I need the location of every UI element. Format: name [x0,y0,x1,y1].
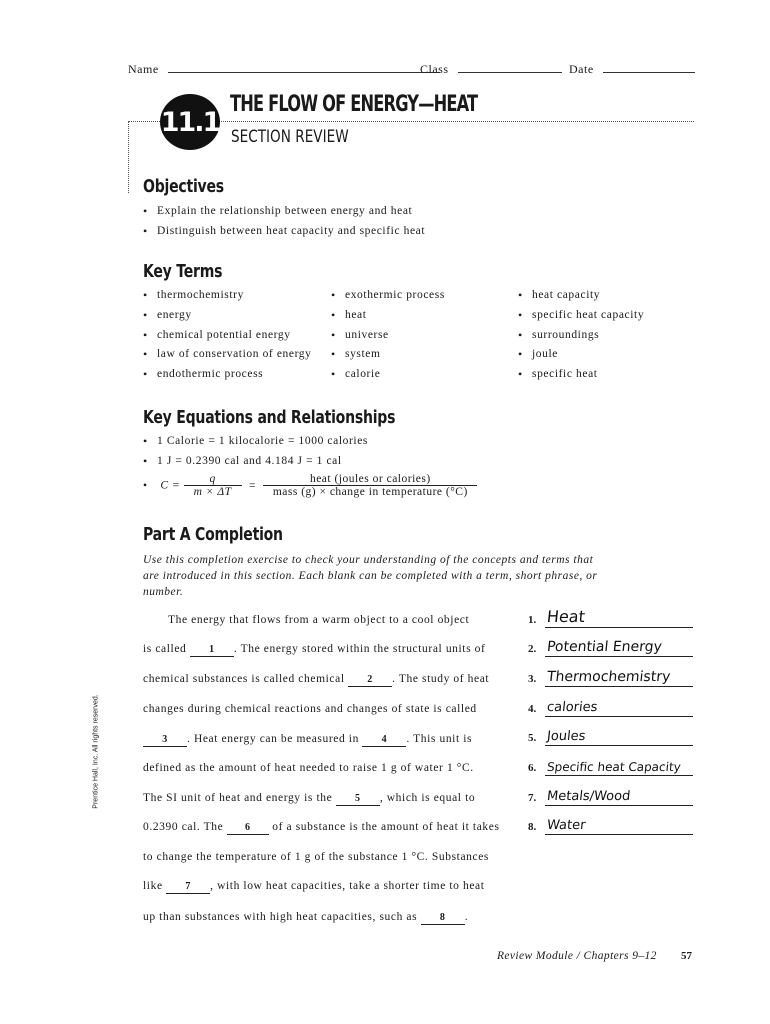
list-item: • Explain the relationship between energy and heat [143,205,425,225]
answer-line [545,716,693,717]
answer-text[interactable]: calories [546,700,599,715]
fraction-numerator: q [184,473,242,486]
title-side-rule [128,121,129,193]
part-a-heading: Part A Completion [143,524,283,545]
answer-text[interactable]: Water [546,818,587,833]
equations-heading: Key Equations and Relationships [143,407,396,428]
list-item: • thermochemistry [143,289,312,309]
paragraph-line: changes during chemical reactions and changes of state is called [143,703,477,715]
class-line [458,60,562,73]
text-segment: like [143,880,163,892]
answer-line [545,834,693,835]
fraction-denominator: mass (g) × change in temperature (°C) [272,486,468,498]
objectives-heading: Objectives [143,176,224,197]
fraction-q-over-mdt [184,473,242,498]
answer-number: 8. [528,821,537,833]
list-item: • heat [331,309,445,329]
list-item: • Distinguish between heat capacity and specific heat [143,225,425,245]
answer-line [545,656,693,657]
answer-row[interactable] [528,756,693,776]
date-label: Date [569,62,594,76]
section-title: THE FLOW OF ENERGY—HEAT [230,92,478,117]
text-segment: is called [143,643,187,655]
key-terms-col2 [331,289,445,388]
answer-line [545,627,693,628]
list-item: • joule [518,348,644,368]
fraction-denominator: m × ΔT [193,486,232,498]
list-item: • endothermic process [143,368,312,388]
text-segment: The SI unit of heat and energy is the [143,792,333,804]
paragraph-line: The energy that flows from a warm object to a cool object [168,614,470,626]
answer-row[interactable] [528,608,693,628]
answer-number: 1. [528,614,537,626]
text-segment: 0.2390 cal. The [143,821,224,833]
paragraph-line [143,733,472,747]
answer-line [545,805,693,806]
key-terms-col1 [143,289,312,388]
answer-line [545,775,693,776]
answer-number: 5. [528,732,537,744]
text-segment: up than substances with high heat capacities, such as [143,911,418,923]
blank-4: 4 [362,734,406,747]
key-terms-heading: Key Terms [143,261,223,282]
list-item: • calorie [331,368,445,388]
paragraph-line [143,643,485,657]
class-label: Class [420,62,449,76]
blank-1: 1 [190,644,234,657]
list-item: • specific heat [518,368,644,388]
list-item: • law of conservation of energy [143,348,312,368]
part-a-instructions: Use this completion exercise to check your understanding of the concepts and terms that are introduced in this section. Each blank can be completed with a term, short phrase, or number. [143,554,598,598]
list-item: • surroundings [518,329,644,349]
answer-text[interactable]: Joules [546,729,587,744]
text-segment: . Heat energy can be measured in [187,733,359,745]
paragraph-line [143,673,489,687]
specific-heat-equation: • C = $\frac{q}{m \times \Delta T}$ = $\frac{\text{heat (joules or calories)}}{\text{mass (g) × change in temperature (°C)}}$ [143,473,477,498]
paragraph-line [143,880,485,894]
date-line [603,60,695,73]
paragraph-line [143,911,468,925]
fraction-heat-over-mass [263,473,477,498]
list-item: • 1 J = 0.2390 cal and 4.184 J = 1 cal [143,455,368,475]
page-number: 57 [681,950,692,962]
answer-row[interactable] [528,697,693,717]
answer-number: 4. [528,703,537,715]
answer-line [545,686,693,687]
paragraph-line: to change the temperature of 1 g of the substance 1 °C. Substances [143,851,489,863]
answer-number: 6. [528,762,537,774]
list-item: • chemical potential energy [143,329,312,349]
paragraph-line [143,792,475,806]
list-item: • 1 Calorie = 1 kilocalorie = 1000 calories [143,435,368,455]
answer-text[interactable]: Thermochemistry [546,669,672,685]
equals-sign: = [248,479,256,492]
date-field[interactable] [569,60,695,77]
list-item: • energy [143,309,312,329]
class-field[interactable] [420,60,562,77]
answer-row[interactable] [528,667,693,687]
equation-lhs: C = [160,479,181,492]
list-item: • exothermic process [331,289,445,309]
answer-text[interactable]: Metals/Wood [546,789,632,804]
list-item: • heat capacity [518,289,644,309]
name-line [168,60,440,73]
text-segment: chemical substances is called chemical [143,673,345,685]
key-terms-col3 [518,289,644,388]
blank-7: 7 [166,881,210,894]
blank-8: 8 [421,912,465,925]
answer-row[interactable] [528,726,693,746]
objectives-list [143,205,425,245]
text-segment: of a substance is the amount of heat it takes [272,821,500,833]
paragraph-line [143,821,500,835]
text-segment: . [464,911,469,923]
answer-number: 3. [528,673,537,685]
text-segment: . The study of heat [392,673,490,685]
text-segment: , which is equal to [379,792,476,804]
blank-2: 2 [348,674,392,687]
section-subtitle: SECTION REVIEW [231,127,349,147]
blank-5: 5 [336,793,380,806]
text-segment: . The energy stored within the structural units of [233,643,486,655]
paragraph-line: defined as the amount of heat needed to raise 1 g of water 1 °C. [143,762,474,774]
equations-list [143,435,368,475]
answer-number: 2. [528,643,537,655]
list-item: • universe [331,329,445,349]
answer-row[interactable] [528,815,693,835]
text-segment: . This unit is [406,733,473,745]
footer-module: Review Module / Chapters 9–12 [497,950,657,962]
answer-row[interactable] [528,786,693,806]
answer-text[interactable]: Potential Energy [546,639,663,655]
fraction-numerator: heat (joules or calories) [263,473,477,486]
answer-text[interactable]: Specific heat Capacity [546,760,682,774]
answer-text[interactable]: Heat [546,607,586,626]
blank-6: 6 [227,822,269,835]
answer-row[interactable] [528,637,693,657]
answer-number: 7. [528,792,537,804]
name-field[interactable] [128,60,440,77]
section-number-badge: 11.1 [160,94,220,150]
name-label: Name [128,62,159,76]
answer-line [545,745,693,746]
list-item: • specific heat capacity [518,309,644,329]
list-item: • system [331,348,445,368]
text-segment: , with low heat capacities, take a shorter time to heat [210,880,485,892]
copyright-notice: Prentice Hall, Inc. All rights reserved. [92,694,100,809]
blank-3: 3 [143,734,187,747]
